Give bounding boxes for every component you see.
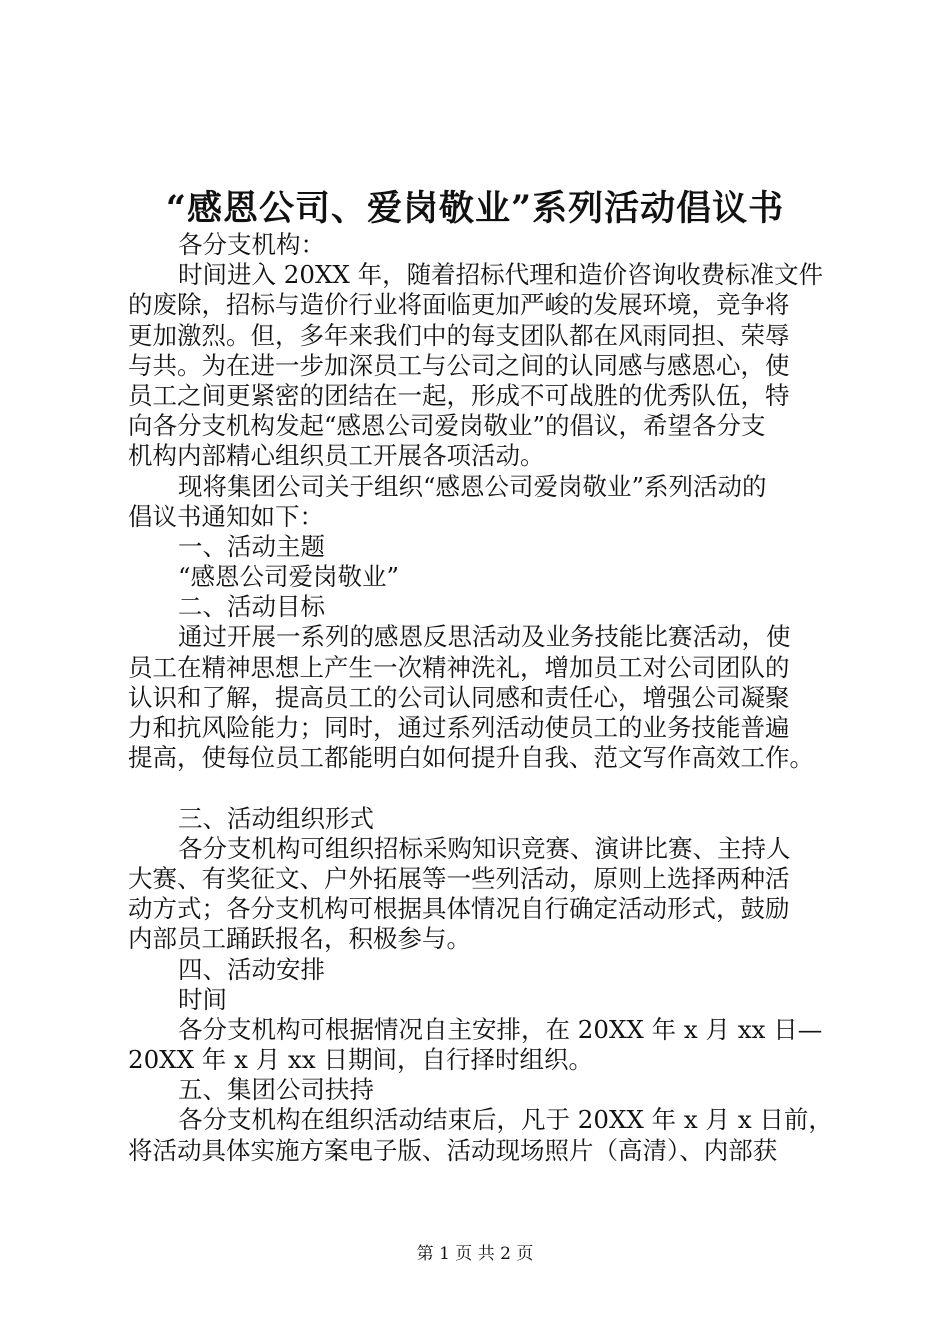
text-line: “感恩公司爱岗敬业”	[178, 562, 400, 592]
text-line: 员工在精神思想上产生一次精神洗礼，增加员工对公司团队的	[128, 652, 790, 682]
text-line: 力和抗风险能力；同时，通过系列活动使员工的业务技能普遍	[128, 713, 790, 742]
text-line: 的废除，招标与造价行业将面临更加严峻的发展环境，竞争将	[128, 290, 790, 320]
section-heading: 一、活动主题	[178, 531, 325, 561]
text-line: 与共。为在进一步加深员工与公司之间的认同感与感恩心，使	[128, 350, 790, 380]
text-line: 时间	[178, 984, 227, 1014]
text-line: 将活动具体实施方案电子版、活动现场照片（高清）、内部获	[128, 1135, 778, 1165]
blank-line	[128, 773, 838, 803]
text-line: 通过开展一系列的感恩反思活动及业务技能比赛活动，使	[178, 622, 791, 652]
page-footer: 第 1 页 共 2 页	[416, 1244, 534, 1264]
text-line: 提高，使每位员工都能明白如何提升自我、范文写作高效工作。	[128, 743, 814, 773]
text-line: 20XX 年 x 月 xx 日期间，自行择时组织。	[128, 1045, 593, 1075]
text-line: 更加激烈。但，多年来我们中的每支团队都在风雨同担、荣辱	[128, 320, 790, 350]
text-line: 认识和了解，提高员工的公司认同感和责任心，增强公司凝聚	[128, 682, 790, 712]
text-line: 大赛、有奖征文、户外拓展等一些列活动，原则上选择两种活	[128, 863, 790, 893]
section-heading: 三、活动组织形式	[178, 803, 374, 833]
text-line: 机构内部精心组织员工开展各项活动。	[128, 441, 545, 471]
document-title: “感恩公司、爱岗敬业”系列活动倡议书	[165, 188, 785, 229]
text-line: 内部员工踊跃报名，积极参与。	[128, 924, 471, 954]
text-line: 员工之间更紧密的团结在一起，形成不可战胜的优秀队伍，特	[128, 380, 790, 410]
document-body	[128, 230, 838, 1166]
section-heading: 二、活动目标	[178, 592, 325, 622]
section-heading: 四、活动安排	[178, 954, 325, 984]
text-line: 动方式；各分支机构可根据具体情况自行确定活动形式，鼓励	[128, 894, 790, 924]
text-line: 各分支机构在组织活动结束后，凡于 20XX 年 x 月 x 日前，	[178, 1105, 833, 1135]
text-line: 现将集团公司关于组织“感恩公司爱岗敬业”系列活动的	[178, 471, 767, 501]
text-line: 向各分支机构发起“感恩公司爱岗敬业”的倡议，希望各分支	[128, 411, 766, 441]
text-line: 倡议书通知如下：	[128, 501, 324, 531]
section-heading: 五、集团公司扶持	[178, 1075, 374, 1105]
text-line: 各分支机构可根据情况自主安排，在 20XX 年 x 月 xx 日—	[178, 1014, 823, 1044]
text-line: 各分支机构可组织招标采购知识竞赛、演讲比赛、主持人	[178, 833, 791, 863]
text-line: 各分支机构：	[178, 230, 325, 259]
text-line: 时间进入 20XX 年，随着招标代理和造价咨询收费标准文件	[178, 260, 824, 290]
